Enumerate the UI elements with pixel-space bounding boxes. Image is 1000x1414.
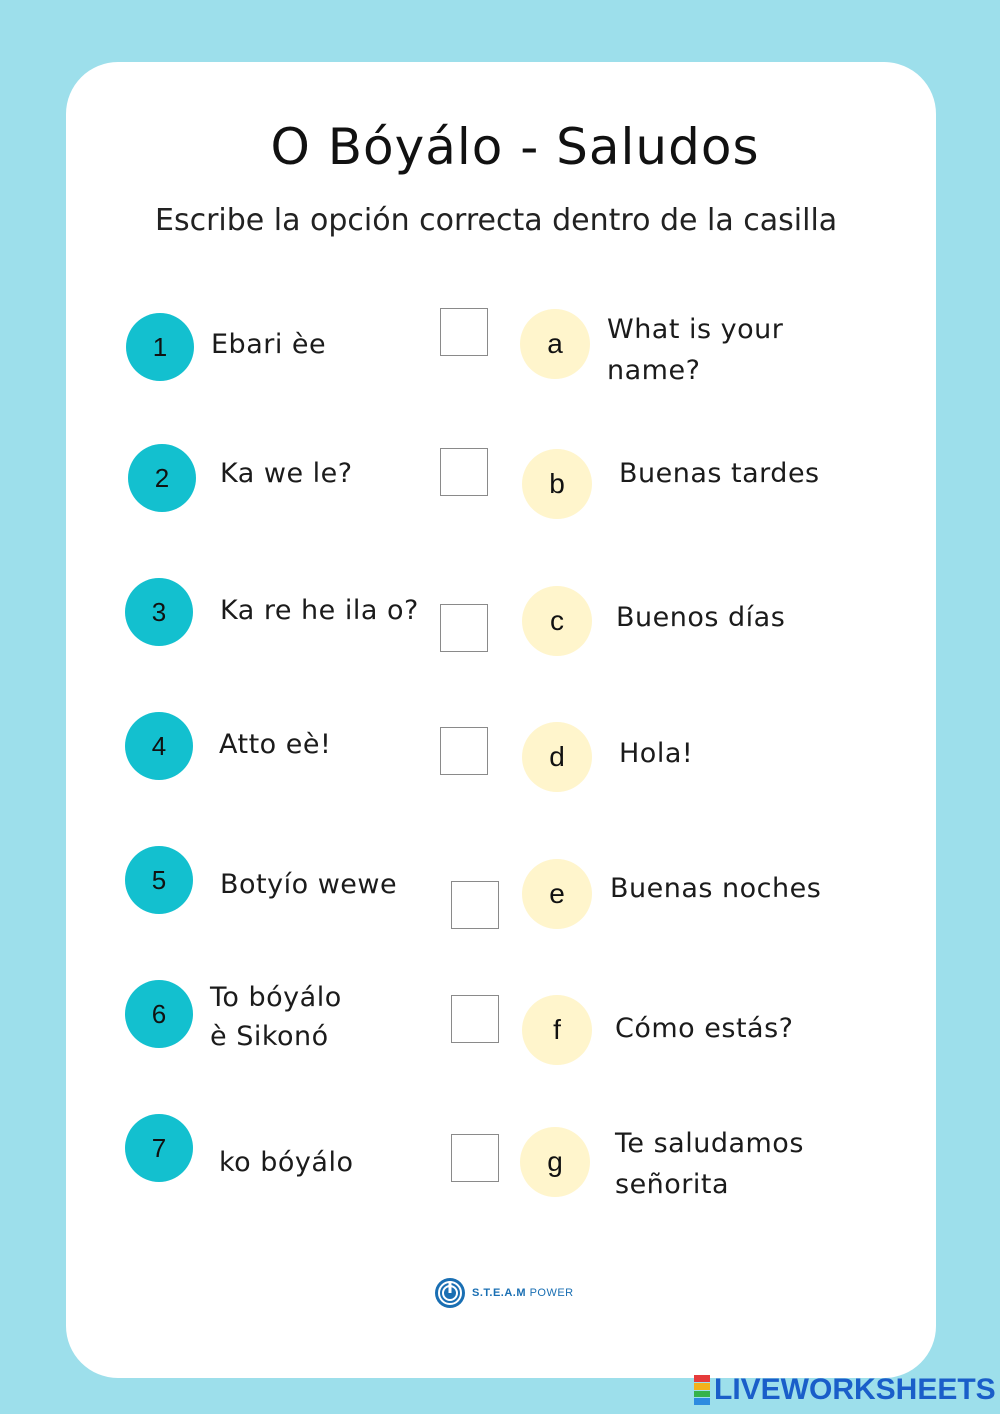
option-text-line: Buenas tardes: [619, 458, 820, 489]
answer-box-1[interactable]: [440, 308, 488, 356]
item-phrase-line: ko bóyálo: [219, 1147, 354, 1178]
liveworksheets-brand: [694, 1373, 996, 1407]
item-number-1: 1: [126, 313, 194, 381]
option-letter-g: g: [520, 1127, 590, 1197]
item-phrase-2: [220, 454, 353, 493]
steam-bold-text: S.T.E.A.M: [472, 1287, 527, 1299]
option-text-line: Cómo estás?: [615, 1013, 794, 1044]
option-text-e: [610, 868, 821, 909]
option-text-b: [619, 453, 820, 494]
item-phrase-line: Ka we le?: [220, 458, 353, 489]
liveworksheets-icon: [694, 1375, 710, 1405]
option-letter-a: a: [520, 309, 590, 379]
item-number-6: 6: [125, 980, 193, 1048]
item-phrase-1: [211, 325, 326, 364]
power-text: POWER: [526, 1287, 574, 1299]
power-icon: [434, 1277, 466, 1309]
option-text-line: name?: [607, 355, 701, 386]
option-text-line: Hola!: [619, 738, 694, 769]
item-phrase-line: To bóyálo: [210, 982, 342, 1013]
answer-box-5[interactable]: [451, 881, 499, 929]
answer-box-3[interactable]: [440, 604, 488, 652]
option-text-line: Buenas noches: [610, 873, 822, 904]
item-number-7: 7: [125, 1114, 193, 1182]
steam-power-text: [472, 1287, 574, 1299]
liveworksheets-wordmark: LIVEWORKSHEETS: [714, 1373, 996, 1406]
option-letter-c: c: [522, 586, 592, 656]
option-text-line: What is your: [607, 314, 784, 345]
item-phrase-line: è Sikonó: [210, 1021, 329, 1052]
item-phrase-3: [220, 591, 419, 630]
answer-box-7[interactable]: [451, 1134, 499, 1182]
option-letter-f: f: [522, 995, 592, 1065]
item-phrase-7: [219, 1143, 353, 1182]
option-text-g: [615, 1123, 804, 1205]
answer-box-4[interactable]: [440, 727, 488, 775]
instructions: Escribe la opción correcta dentro de la casilla: [155, 203, 838, 238]
option-text-f: [615, 1008, 793, 1049]
steam-power-logo: [434, 1277, 574, 1309]
option-text-line: Te saludamos: [615, 1128, 804, 1159]
option-letter-b: b: [522, 449, 592, 519]
item-phrase-5: [220, 865, 397, 904]
option-text-d: [619, 733, 693, 774]
item-phrase-4: [219, 725, 331, 764]
option-text-c: [616, 597, 785, 638]
option-text-a: [607, 309, 783, 391]
item-phrase-line: Ka re he ila o?: [220, 595, 419, 626]
page-title: O Bóyálo - Saludos: [270, 118, 760, 176]
option-text-line: señorita: [615, 1169, 730, 1200]
answer-box-6[interactable]: [451, 995, 499, 1043]
item-number-2: 2: [128, 444, 196, 512]
item-phrase-line: Ebari èe: [211, 329, 327, 360]
item-number-4: 4: [125, 712, 193, 780]
option-text-line: Buenos días: [616, 602, 786, 633]
worksheet-card: [66, 62, 936, 1378]
item-number-3: 3: [125, 578, 193, 646]
option-letter-e: e: [522, 859, 592, 929]
item-number-5: 5: [125, 846, 193, 914]
item-phrase-line: Atto eè!: [219, 729, 332, 760]
item-phrase-6: [210, 978, 342, 1056]
item-phrase-line: Botyío wewe: [220, 869, 398, 900]
option-letter-d: d: [522, 722, 592, 792]
answer-box-2[interactable]: [440, 448, 488, 496]
